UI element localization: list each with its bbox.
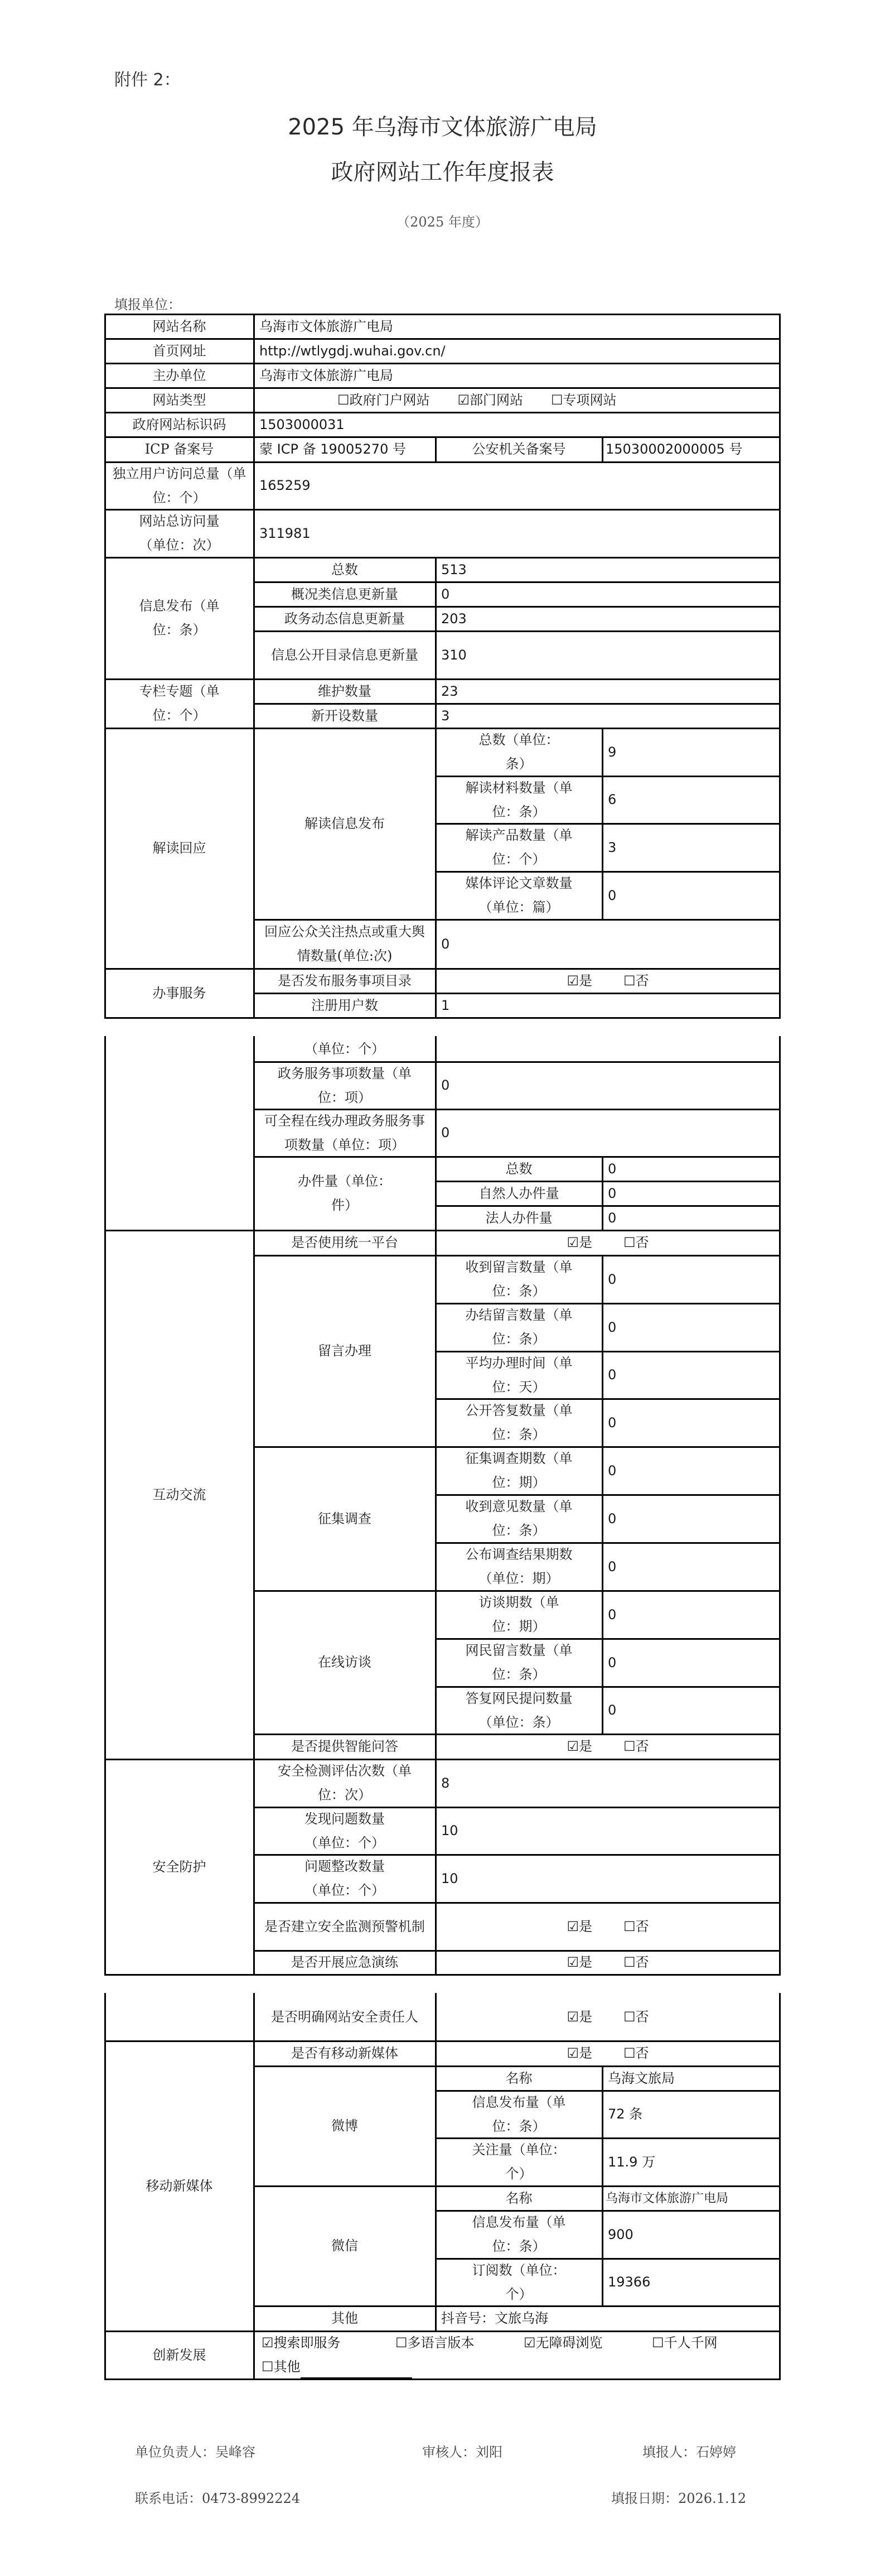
registered-users-unit: （单位：个）	[304, 1041, 385, 1057]
site-name-label: 网站名称	[152, 318, 206, 334]
netizen-messages-value: 0	[608, 1654, 617, 1670]
innovation-options	[254, 2331, 780, 2379]
wechat-label: 微信	[331, 2238, 358, 2254]
innovation-multilingual-checkbox[interactable]: ☐多语言版本	[395, 2335, 475, 2351]
columns-maintained-value: 23	[441, 683, 458, 699]
owner-yes-checkbox[interactable]: ☑是	[567, 2009, 592, 2025]
news-update-label: 政务动态信息更新量	[284, 610, 405, 627]
emergency-drill-label: 是否开展应急演练	[291, 1954, 398, 1970]
unique-visitors-value: 165259	[259, 478, 311, 493]
site-type-department-checkbox[interactable]: ☑部门网站	[457, 392, 524, 408]
wechat-name-label: 名称	[505, 2190, 533, 2206]
service-catalog-no-checkbox[interactable]: ☐否	[623, 972, 649, 989]
total-visits-label: 网站总访问量（单位：次）	[139, 513, 220, 553]
warning-mechanism-label: 是否建立安全监测预警机制	[264, 1918, 425, 1934]
survey-periods-value: 0	[608, 1462, 617, 1479]
wechat-name-value: 乌海市文体旅游广电局	[606, 2191, 729, 2206]
warning-mechanism-options	[436, 1903, 780, 1951]
unified-platform-no-checkbox[interactable]: ☐否	[623, 1235, 649, 1250]
messages-closed-value: 0	[608, 1319, 617, 1335]
interp-total-value: 9	[608, 744, 617, 760]
interpretation-label: 解读回应	[152, 840, 206, 856]
icp-label: ICP 备案号	[144, 441, 214, 457]
columns-label: 专栏专题（单位：个）	[139, 683, 220, 723]
survey-label: 征集调查	[318, 1510, 371, 1527]
avg-time-label: 平均办理时间（单位：天）	[465, 1355, 573, 1395]
report-title-line2: 政府网站工作年度报表	[331, 160, 554, 185]
has-mobile-no-checkbox[interactable]: ☐否	[623, 2045, 649, 2061]
service-items-label: 政务服务事项数量（单位：项）	[278, 1065, 412, 1105]
icp-value: 蒙 ICP 备 19005270 号	[259, 441, 406, 457]
weibo-followers-value: 11.9 万	[608, 2154, 656, 2170]
info-total-label: 总数	[331, 561, 358, 577]
issues-fixed-label: 问题整改数量（单位：个）	[304, 1858, 385, 1898]
issues-fixed-value: 10	[441, 1870, 458, 1886]
weibo-followers-label: 关注量（单位：个）	[472, 2142, 566, 2182]
smart-qa-yes-checkbox[interactable]: ☑是	[567, 1739, 592, 1754]
wechat-subscribers-value: 19366	[608, 2274, 651, 2290]
unified-platform-yes-checkbox[interactable]: ☑是	[567, 1235, 592, 1250]
homepage-label: 首页网址	[152, 343, 206, 359]
interp-material-label: 解读材料数量（单位：条）	[465, 779, 573, 820]
weibo-name-label: 名称	[505, 2070, 533, 2086]
messages-received-label: 收到留言数量（单位：条）	[465, 1259, 573, 1299]
opinions-received-label: 收到意见数量（单位：条）	[465, 1499, 573, 1538]
opinions-received-value: 0	[608, 1510, 617, 1527]
cases-legal-label: 法人办件量	[485, 1210, 553, 1226]
wechat-posts-label: 信息发布量（单位：条）	[472, 2214, 566, 2254]
id-code-value: 1503000031	[259, 416, 345, 432]
online-items-value: 0	[441, 1125, 450, 1140]
site-type-options	[254, 388, 780, 412]
innovation-search-service-checkbox[interactable]: ☑搜索即服务	[262, 2335, 341, 2351]
messages-closed-label: 办结留言数量（单位：条）	[465, 1307, 573, 1347]
weibo-posts-value: 72 条	[608, 2106, 643, 2122]
warning-yes-checkbox[interactable]: ☑是	[567, 1918, 592, 1934]
report-year: （2025 年度）	[396, 214, 489, 230]
public-replies-value: 0	[608, 1414, 617, 1431]
sponsor-value: 乌海市文体旅游广电局	[259, 367, 393, 383]
site-type-special-checkbox[interactable]: ☐专项网站	[551, 392, 617, 408]
smart-qa-label: 是否提供智能问答	[291, 1739, 398, 1754]
netizen-answers-label: 答复网民提问数量（单位：条）	[465, 1690, 573, 1730]
interpretation-publish-label: 解读信息发布	[304, 816, 385, 831]
overview-update-value: 0	[441, 586, 450, 602]
security-owner-options	[436, 1993, 780, 2041]
service-catalog-options	[436, 969, 780, 993]
report-date: 填报日期：2026.1.12	[611, 2491, 747, 2506]
drill-yes-checkbox[interactable]: ☑是	[567, 1954, 592, 1970]
sponsor-label: 主办单位	[152, 367, 206, 383]
registered-users-label: 注册用户数	[311, 997, 378, 1013]
innovation-other-input[interactable]	[301, 2364, 412, 2379]
site-name-value: 乌海市文体旅游广电局	[259, 318, 393, 334]
weibo-posts-label: 信息发布量（单位：条）	[472, 2094, 566, 2134]
weibo-label: 微博	[331, 2118, 358, 2134]
has-mobile-label: 是否有移动新媒体	[291, 2045, 398, 2061]
public-replies-label: 公开答复数量（单位：条）	[465, 1403, 573, 1442]
site-type-portal-checkbox[interactable]: ☐政府门户网站	[337, 392, 430, 408]
unified-platform-label: 是否使用统一平台	[291, 1235, 398, 1250]
registered-users-value: 1	[441, 997, 450, 1013]
mobile-media-label: 移动新媒体	[146, 2178, 213, 2194]
issues-found-value: 10	[441, 1823, 458, 1838]
site-type-label: 网站类型	[152, 392, 206, 408]
filler-signature: 填报人：石婷婷	[642, 2444, 736, 2460]
survey-periods-label: 征集调查期数（单位：期）	[465, 1451, 573, 1490]
service-label: 办事服务	[152, 985, 206, 1001]
id-code-label: 政府网站标识码	[132, 416, 226, 432]
messages-label: 留言办理	[318, 1343, 371, 1359]
netizen-answers-value: 0	[608, 1702, 617, 1718]
unique-visitors-label: 独立用户访问总量（单位：个）	[112, 465, 246, 505]
drill-no-checkbox[interactable]: ☐否	[623, 1954, 649, 1970]
contact-phone: 联系电话：0473-8992224	[135, 2491, 301, 2506]
interp-total-label: 总数（单位：条）	[478, 732, 559, 772]
interp-product-value: 3	[608, 839, 617, 855]
homepage-value: http://wtlygdj.wuhai.gov.cn/	[259, 343, 446, 359]
weibo-name-value: 乌海文旅局	[608, 2070, 675, 2086]
survey-results-value: 0	[608, 1558, 617, 1575]
interaction-label: 互动交流	[152, 1486, 206, 1503]
columns-new-value: 3	[441, 707, 450, 724]
cases-total-label: 总数	[505, 1161, 533, 1177]
security-checks-value: 8	[441, 1775, 450, 1791]
interp-material-value: 6	[608, 792, 617, 807]
public-response-label: 回应公众关注热点或重大舆情数量(单位:次)	[264, 924, 425, 964]
public-response-value: 0	[441, 936, 450, 952]
news-update-value: 203	[441, 610, 467, 627]
unified-platform-options	[436, 1230, 780, 1255]
messages-received-value: 0	[608, 1271, 617, 1287]
innovation-label: 创新发展	[152, 2347, 206, 2363]
has-mobile-yes-checkbox[interactable]: ☑是	[567, 2045, 592, 2061]
info-total-value: 513	[441, 561, 467, 577]
survey-results-label: 公布调查结果期数（单位：期）	[465, 1547, 573, 1586]
media-review-value: 0	[608, 887, 617, 903]
media-review-label: 媒体评论文章数量（单位：篇）	[465, 875, 573, 915]
security-owner-label: 是否明确网站安全责任人	[271, 2009, 418, 2025]
online-items-label: 可全程在线办理政务服务事项数量（单位：项）	[264, 1113, 425, 1153]
wechat-subscribers-label: 订阅数（单位：个）	[472, 2262, 566, 2302]
cases-legal-value: 0	[608, 1210, 617, 1226]
attachment-label: 附件 2：	[114, 70, 181, 90]
security-label: 安全防护	[152, 1858, 206, 1875]
cases-total-value: 0	[608, 1161, 617, 1177]
service-catalog-label: 是否发布服务事项目录	[278, 972, 412, 989]
interview-periods-label: 访谈期数（单位：期）	[478, 1595, 559, 1634]
total-visits-value: 311981	[259, 525, 311, 541]
cases-natural-label: 自然人办件量	[478, 1185, 559, 1201]
service-items-value: 0	[441, 1077, 450, 1093]
owner-no-checkbox[interactable]: ☐否	[623, 2009, 649, 2025]
wechat-posts-value: 900	[608, 2226, 633, 2242]
report-title-line1: 2025 年乌海市文体旅游广电局	[288, 114, 597, 140]
other-media-value: 抖音号：文旅乌海	[441, 2310, 548, 2326]
reviewer-signature: 审核人：刘阳	[422, 2444, 502, 2460]
smart-qa-options	[436, 1734, 780, 1759]
cases-label: 办件量（单位：件）	[298, 1173, 391, 1213]
interview-label: 在线访谈	[318, 1654, 371, 1670]
innovation-personalized-checkbox[interactable]: ☐千人千网	[652, 2335, 718, 2351]
netizen-messages-label: 网民留言数量（单位：条）	[465, 1643, 573, 1682]
issues-found-label: 发现问题数量（单位：个）	[304, 1811, 385, 1851]
emergency-drill-options	[436, 1951, 780, 1975]
avg-time-value: 0	[608, 1367, 617, 1383]
warning-no-checkbox[interactable]: ☐否	[623, 1918, 649, 1934]
info-publish-label: 信息发布（单位：条）	[139, 598, 220, 638]
smart-qa-no-checkbox[interactable]: ☐否	[623, 1739, 649, 1754]
interp-product-label: 解读产品数量（单位：个）	[465, 827, 573, 867]
filler-unit-label: 填报单位：	[114, 297, 181, 312]
columns-new-label: 新开设数量	[311, 707, 378, 724]
disclosure-update-label: 信息公开目录信息更新量	[271, 647, 418, 663]
leader-signature: 单位负责人：吴峰容	[135, 2444, 255, 2460]
innovation-other-checkbox[interactable]: ☐其他	[262, 2359, 301, 2375]
innovation-accessibility-checkbox[interactable]: ☑无障碍浏览	[524, 2335, 603, 2351]
overview-update-label: 概况类信息更新量	[291, 586, 398, 602]
interview-periods-value: 0	[608, 1606, 617, 1622]
has-mobile-options	[436, 2041, 780, 2066]
disclosure-update-value: 310	[441, 647, 467, 663]
cases-natural-value: 0	[608, 1185, 617, 1201]
security-checks-label: 安全检测评估次数（单位：次）	[278, 1763, 412, 1803]
police-record-value: 15030002000005 号	[606, 441, 743, 457]
service-catalog-yes-checkbox[interactable]: ☑是	[567, 972, 592, 989]
columns-maintained-label: 维护数量	[318, 683, 371, 699]
other-media-label: 其他	[331, 2310, 358, 2326]
police-record-label: 公安机关备案号	[472, 441, 566, 457]
